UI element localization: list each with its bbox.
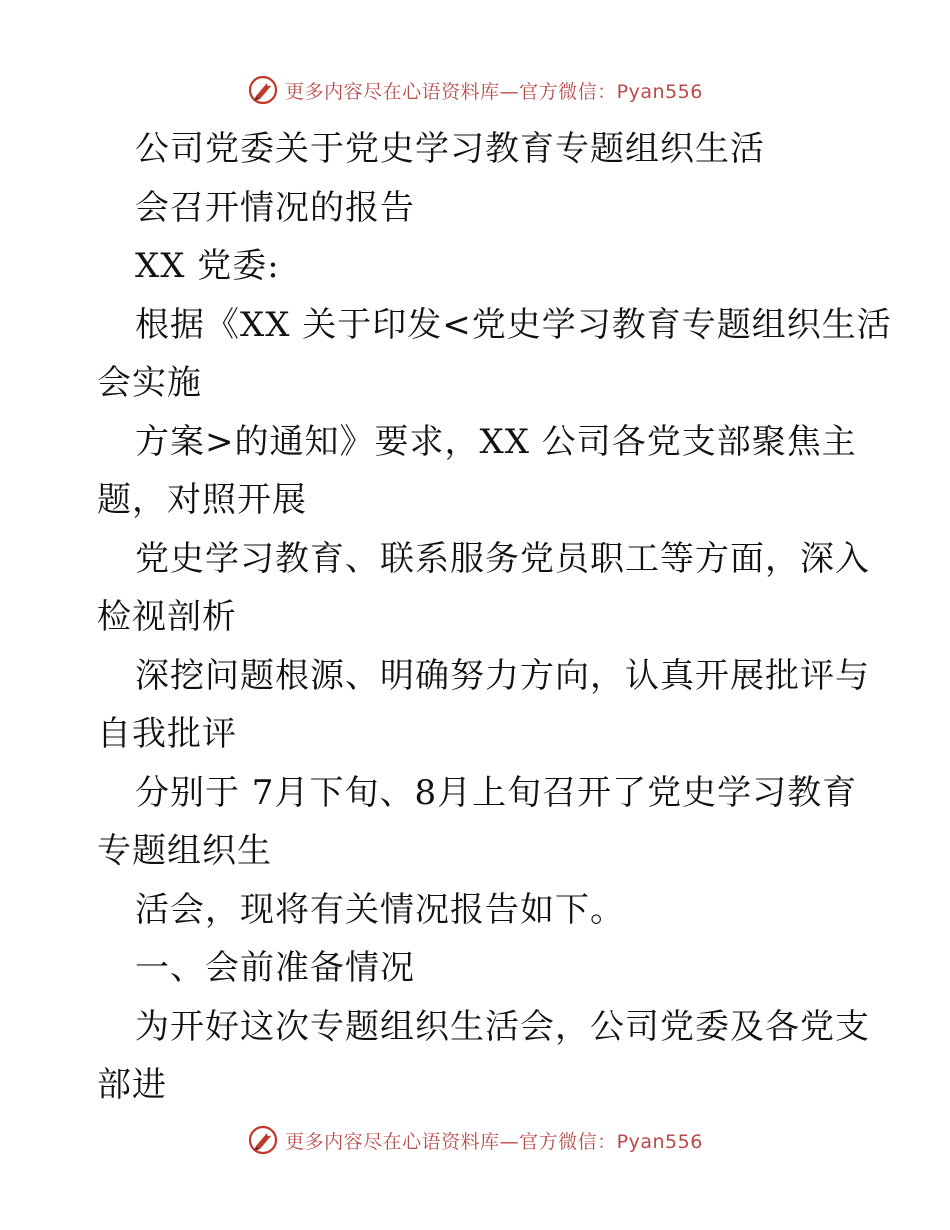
- footer-watermark: [0, 1120, 950, 1160]
- paragraph-line: 方案>的通知》要求，XX 公司各党支部聚焦主: [135, 421, 857, 462]
- paragraph-line: 部进: [97, 1065, 167, 1105]
- paragraph-line: 活会，现将有关情况报告如下。: [135, 889, 625, 930]
- salutation: XX 党委:: [135, 246, 280, 286]
- doc-title-line-1: 公司党委关于党史学习教育专题组织生活: [135, 129, 765, 169]
- paragraph-line: 会实施: [97, 363, 202, 403]
- paragraph-line: 题，对照开展: [97, 480, 307, 520]
- watermark-text: 更多内容尽在心语资料库—官方微信：Pyan556: [285, 1130, 703, 1153]
- paragraph-line: 深挖问题根源、明确努力方向，认真开展批评与: [135, 655, 870, 696]
- watermark-text: 更多内容尽在心语资料库—官方微信：Pyan556: [285, 80, 703, 103]
- paragraph-line: 分别于 7月下旬、8月上旬召开了党史学习教育: [135, 772, 858, 813]
- document-body: [97, 120, 892, 1115]
- paragraph-line: 根据《XX 关于印发<党史学习教育专题组织生活: [135, 304, 892, 345]
- paragraph-line: 检视剖析: [97, 597, 237, 637]
- header-watermark: [0, 70, 950, 110]
- section-heading: 一、会前准备情况: [135, 948, 415, 988]
- paragraph-line: 为开好这次专题组织生活会，公司党委及各党支: [135, 1006, 870, 1047]
- paragraph-line: 自我批评: [97, 714, 237, 754]
- paragraph-line: 党史学习教育、联系服务党员职工等方面，深入: [135, 538, 870, 579]
- paragraph-line: 专题组织生: [97, 831, 272, 871]
- doc-title-line-2: 会召开情况的报告: [135, 187, 415, 228]
- brand-logo-icon: [247, 1124, 279, 1156]
- brand-logo-icon: [247, 74, 279, 106]
